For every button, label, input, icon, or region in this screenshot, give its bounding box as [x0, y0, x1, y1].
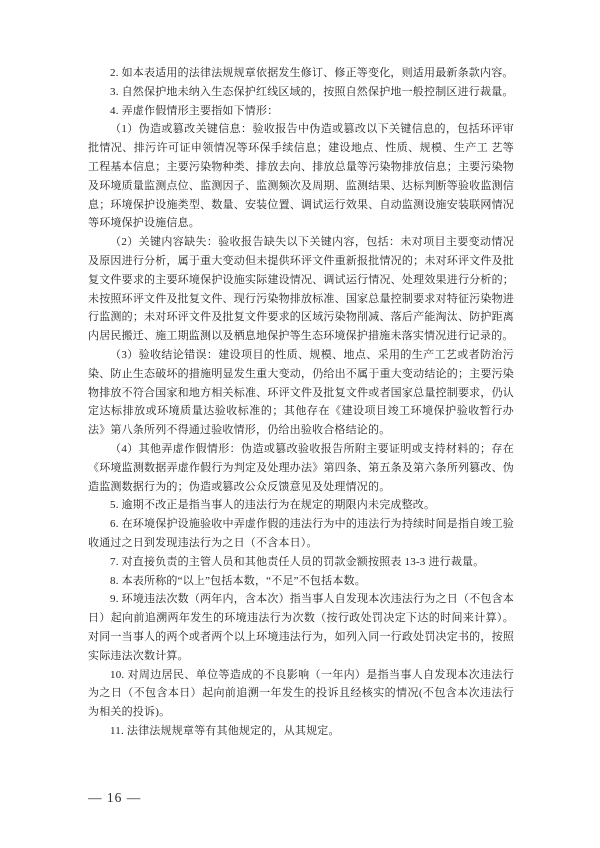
- note-item-4-sub-1: （1）伪造或篡改关键信息：验收报告中伪造或篡改以下关键信息的，包括环评审批情况、排污许可证申领情况等环保手续信息；建设地点、性质、规模、生产工 艺等工程基本信息；主要污染物种类、排放去向、排放总量等污染物排放信息；主要污染物及环境质量监测点位、监测因子、监测频次及周期、监测结果、达标判断等验收监测信息；环境保护设施类型、数量、安装位置、调试运行效果、自动监测设施安装联网情况等环境保护设施信息。: [88, 123, 514, 230]
- note-item-4: 4. 弄虚作假情形主要指如下情形：: [110, 104, 279, 117]
- note-item-4-sub-3: （3）验收结论错误：建设项目的性质、规模、地点、采用的生产工艺或者防治污染、防止生态破坏的措施明显发生重大变动，仍给出不属于重大变动结论的；主要污染物排放不符合国家和地方相关标准、环评文件及批复文件或者国家总量控制要求，仍认定达标排放或环境质量达验收标准的；其他存在《建设项目竣工环境保护验收暂行办法》第八条所列不得通过验收情形，仍给出验收合格结论的。: [88, 348, 514, 437]
- note-item-3: 3. 自然保护地未纳入生态保护红线区域的，按照自然保护地一般控制区进行裁量。: [110, 85, 514, 98]
- note-item-6: 6. 在环境保护设施验收中弄虚作假的违法行为中的违法行为持续时间是指自竣工验收通过之日到发现违法行为之日（不含本日）。: [88, 518, 514, 549]
- page-number: — 16 —: [88, 790, 142, 805]
- note-item-9: 9. 环境违法次数（两年内，含本次）指当事人自发现本次违法行为之日（不包含本日）起向前追溯两年发生的环境违法行为次数（按行政处罚决定下达的时间来计算）。对同一当事人的两个或者两个以上环境违法行为，如列入同一行政处罚决定书的，按照实际违法次数计算。: [88, 593, 514, 662]
- note-item-4-sub-2: （2）关键内容缺失：验收报告缺失以下关键内容，包括：未对项目主要变动情况及原因进行分析，属于重大变动但未提供环评文件重新报批情况的；未对环评文件及批复文件要求的主要环境保护设施实际建设情况、调试运行情况、处理效果进行分析的；未按照环评文件及批复文件、现行污染物排放标准、国家总量控制要求对特征污染物进行监测的；未对环评文件及批复文件要求的区域污染物削减、落后产能淘汰、防护距离内居民搬迁、施工期监测以及栖息地保护等生态环境保护措施未落实情况进行记录的。: [88, 236, 514, 343]
- note-item-10: 10. 对周边居民、单位等造成的不良影响（一年内）是指当事人自发现本次违法行为之日（不包含本日）起向前追溯一年发生的投诉且经核实的情况(不包含本次违法行为相关的投诉)。: [88, 668, 514, 719]
- note-item-8: 8. 本表所称的“以上”包括本数，“不足”不包括本数。: [110, 574, 366, 587]
- note-item-7: 7. 对直接负责的主管人员和其他责任人员的罚款金额按照表 13-3 进行裁量。: [110, 555, 485, 568]
- note-item-2: 2. 如本表适用的法律法规规章依据发生修订、修正等变化，则适用最新条款内容。: [110, 67, 514, 79]
- note-item-11: 11. 法律法规规章等有其他规定的，从其规定。: [110, 724, 340, 737]
- note-item-4-sub-4: （4）其他弄虚作假情形：伪造或篡改验收报告所附主要证明或支持材料的；存在《环境监测数据弄虚作假行为判定及处理办法》第四条、第五条及第六条所列篡改、伪造监测数据行为的；伪造或篡改公众反馈意见及处理情况的。: [88, 442, 514, 493]
- document-body: [88, 64, 514, 741]
- note-item-5: 5. 逾期不改正是指当事人的违法行为在规定的期限内未完成整改。: [110, 499, 436, 512]
